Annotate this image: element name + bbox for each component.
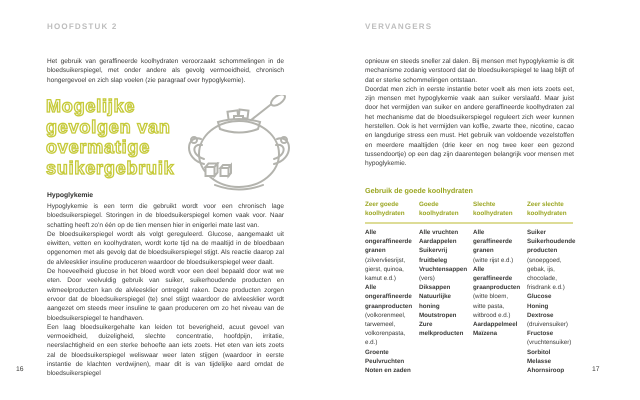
table-item: Fructose (527, 330, 554, 338)
left-page-body (47, 202, 284, 379)
table-item: (witte rijst e.d.) (473, 256, 514, 264)
table-item: Aardappelmeel (473, 321, 518, 329)
table-item: (vruchtensuiker) (527, 339, 572, 347)
table-body-row (365, 228, 575, 375)
intro-paragraph (47, 57, 284, 85)
table-item: Suiker (527, 229, 546, 236)
table-item: (vers) (419, 275, 435, 283)
table-header-row (365, 200, 575, 220)
table-item: Zure melkproducten (419, 321, 464, 338)
table-item: (druivensuiker) (527, 321, 568, 329)
table-column-header: Goede koolhydraten (419, 201, 459, 217)
table-item: Sorbitol (527, 348, 551, 356)
table-item: Suikerhoudende producten (527, 238, 576, 255)
intro-paragraph-text: Het gebruik van geraffineerde koolhydraten veroorzaakt schommelingen in de bloedsuikerspiegel, met onder andere als gevolg vermoeidheid, chronisch hongergevoel en zich slap voelen (zie paragraaf over hypoglykemie). (47, 58, 284, 84)
table-item: (snoepgoed, gebak, ijs, chocolade, frisdrank e.d.) (527, 256, 565, 292)
table-item: Moutstropen (419, 311, 457, 319)
table-item: Alle geraffineerde granen (473, 229, 513, 255)
body-paragraph: Doordat men zich in eerste instantie beter voelt als men iets zoets eet, zijn mensen met hypoglykemie vaak aan suiker verslaafd. Maar juist door het vermijden van suiker en andere geraffineerde koolhydraten zal het mechanisme dat de bloedsuikerspiegel reguleert zich weer kunnen herstellen. Ook is het vermijden van koffie, zwarte thee, nicotine, cacao en langdurige stress een must. Het gebruik van voldoende vezelstoffen en meerdere maaltijden (drie keer en nog twee keer een gezond tussendoortje) op een dag zijn daarentegen belangrijk voor mensen met hypoglykemie. (365, 85, 574, 168)
table-column-header: Zeer goede koolhydraten (365, 201, 405, 217)
table-item: Diksappen (419, 284, 451, 292)
table-item: Maïzena (473, 330, 498, 338)
body-paragraph: opnieuw en steeds sneller zal dalen. Bij mensen met hypoglykemie is dit mechanisme zodanig verstoord dat de bloedsuikerspiegel te laag blijft of dat er sterke schommelingen ontstaan. (365, 58, 574, 84)
table-column (365, 228, 413, 375)
table-rule (365, 222, 573, 224)
table-item: Natuurlijke honing (419, 293, 451, 310)
table-item: (witte bloem, witte pasta, witbrood e.d.) (473, 293, 511, 319)
table-item: Peulvruchten (365, 357, 405, 365)
table-item: Glucose (527, 293, 552, 301)
running-head-left: HOOFDSTUK 2 (47, 22, 118, 31)
table-column-header: Slechte koolhydraten (473, 201, 513, 217)
table-item: Alle geraffineerde graanproducten (473, 265, 521, 292)
table-column (473, 228, 521, 375)
table-item: Groente (365, 348, 389, 356)
title-line-1: Mogelijke (46, 96, 136, 116)
table-item: Suikervrij fruitbeleg (419, 247, 448, 264)
sugar-bowl-illustration (183, 95, 295, 200)
title-line-3: overmatige (46, 137, 151, 157)
table-column (527, 228, 575, 375)
table-item: (zilvervliesrijst, gierst, quinoa, kamut e.d.) (365, 256, 406, 283)
table-item: Honing (527, 302, 549, 310)
page-number-right: 17 (592, 366, 600, 373)
table-heading: Gebruik de goede koolhydraten (365, 186, 473, 195)
table-item: Melasse (527, 357, 552, 365)
table-column-header: Zeer slechte koolhydraten (527, 201, 567, 217)
sugar-cubes-icon (204, 162, 232, 184)
table-item: Aardappelen (419, 238, 457, 246)
table-item: Alle vruchten (419, 229, 459, 236)
table-item: Ahornsiroop (527, 367, 565, 375)
body-paragraph: De hoeveelheid glucose in het bloed wordt voor een deel bepaald door wat we eten. Door veelvuldig gebruik van suiker, suikerhoudende producten en witmeelproducten kan de alvleesklier ontregeld raken. Deze producten zorgen ervoor dat de bloedsuikerspiegel (te) snel stijgt waardoor de alvleesklier wordt aangezet om steeds meer insuline te gaan produceren om zo het niveau van de bloedsuikerspiegel te handhaven. (47, 268, 284, 322)
page-number-left: 16 (16, 366, 24, 373)
title-line-2: gevolgen van (46, 116, 171, 137)
table-item: Dextrose (527, 311, 554, 319)
body-paragraph: Een laag bloedsuikergehalte kan leiden tot beverigheid, acuut gevoel van vermoeidheid, duizeligheid, slechte concentratie, hoofdpijn, irritatie, neerslachtigheid en een sterke behoefte aan iets zoets. Het eten van iets zoets zal de bloedsuikerspiegel weliswaar weer laten stijgen (waardoor in eerste instantie de klachten verdwijnen), maar dit is van tijdelijke aard omdat de bloedsuikerspiegel (47, 323, 284, 378)
title-line-4: suikergebruik (46, 157, 175, 178)
body-paragraph: Hypoglykemie is een term die gebruikt wordt voor een chronisch lage bloedsuikerspiegel. Storingen in de bloedsuikerspiegel komen vaak voor. Naar schatting heeft zo’n één op de tien mensen hier in enigerlei mate last van. (47, 203, 284, 229)
running-head-right: VERVANGERS (365, 22, 433, 31)
right-page-body (365, 57, 574, 169)
table-column (419, 228, 467, 375)
body-paragraph: De bloedsuikerspiegel wordt als volgt gereguleerd. Glucose, aangemaakt uit eiwitten, vetten en koolhydraten, wordt korte tijd na de maaltijd in de bloedbaan opgenomen met als gevolg dat de bloedsuikerspiegel stijgt. Als reactie daarop zal de alvleesklier insuline produceren waardoor de bloedsuikerspiegel weer daalt. (47, 230, 284, 266)
table-item: Vruchtensappen (419, 265, 468, 273)
section-heading-hypoglykemie: Hypoglykemie (47, 192, 94, 199)
table-item: Alle ongeraffineerde graanproducten (365, 284, 413, 310)
table-item: Noten en zaden (365, 367, 411, 375)
table-item: Alle ongeraffineerde granen (365, 229, 412, 255)
table-item: (volkorenmeel, tarwemeel, volkorenpasta, e.d.) (365, 311, 406, 347)
carbohydrate-table (365, 200, 575, 375)
